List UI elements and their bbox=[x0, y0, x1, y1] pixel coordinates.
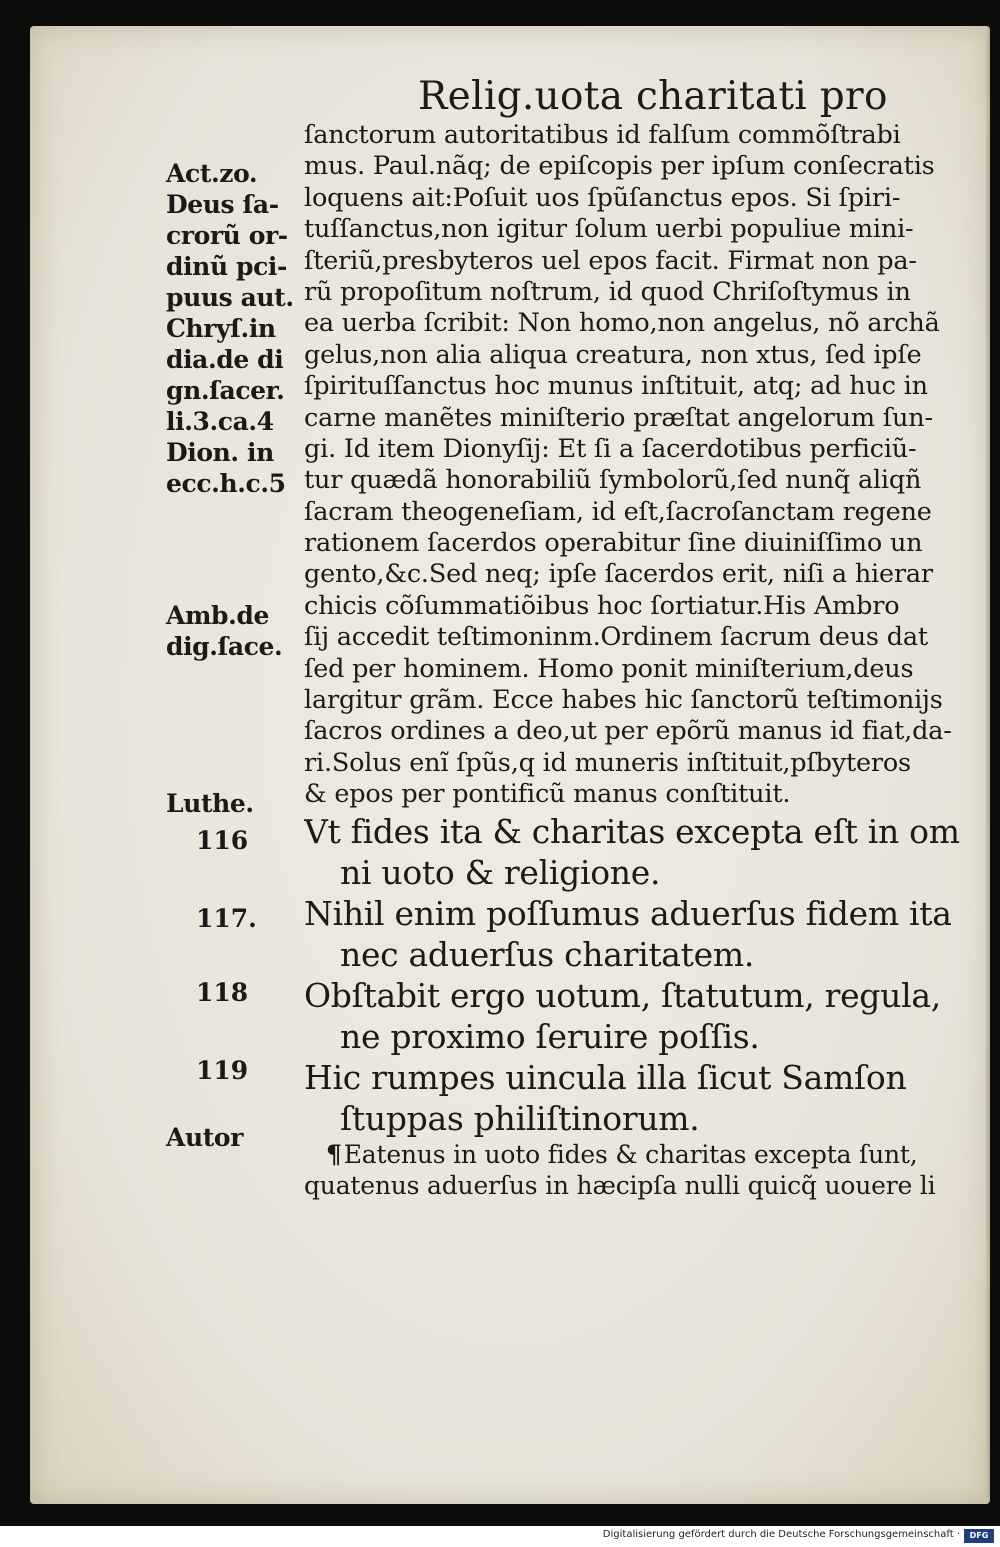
text-line: rationem ſacerdos operabitur ſine diuiniſſimo un bbox=[304, 528, 923, 559]
margin-line: Autor bbox=[166, 1123, 243, 1152]
closing-line: quatenus aduerſus in hæcipſa nulli quicq̃ uouere li bbox=[304, 1170, 936, 1200]
margin-line: li.3.ca.4 bbox=[166, 407, 274, 436]
closing-line bbox=[304, 1139, 966, 1170]
margin-note-ambrose bbox=[166, 600, 296, 662]
dfg-logo: DFG bbox=[964, 1529, 994, 1543]
margin-line: ecc.h.c.5 bbox=[166, 469, 286, 498]
text-line: gento,&c.Sed neq; ipſe ſacerdos erit, niſi a hierar bbox=[304, 559, 933, 590]
text-line: tur quædã honorabiliũ ſymbolorũ,ſed nunq̃ aliqñ bbox=[304, 465, 922, 496]
text-line: mus. Paul.nãq; de epiſcopis per ipſum conſecratis bbox=[304, 151, 935, 182]
thesis-line: Vt fides ita & charitas excepta eſt in om bbox=[304, 811, 960, 851]
thesis-number: 116 bbox=[196, 826, 249, 855]
page-edge bbox=[986, 26, 990, 1504]
thesis-number: 117. bbox=[196, 904, 257, 933]
running-head: Relig.uota charitati pro bbox=[418, 74, 888, 119]
text-line: chicis cõſummatiõibus hoc ſortiatur.His Ambro bbox=[304, 590, 900, 621]
text-line: ſteriũ,presbyteros uel epos facit. Firmat non pa- bbox=[304, 245, 917, 276]
text-line: tuſſanctus,non igitur ſolum uerbi populiue mini- bbox=[304, 214, 914, 245]
funding-note: Digitalisierung gefördert durch die Deutsche Forschungsgemeinschaft · bbox=[602, 1529, 960, 1540]
margin-line: Amb.de bbox=[166, 601, 270, 630]
pilcrow-icon: ¶ bbox=[326, 1139, 342, 1169]
closing-paragraph bbox=[304, 1139, 966, 1201]
margin-line: Dion. in bbox=[166, 438, 274, 467]
text-line: ſij accedit teſtimoninm.Ordinem ſacrum deus dat bbox=[304, 622, 928, 653]
main-text-block bbox=[304, 120, 966, 1201]
text-line: ſanctorum autoritatibus id falſum commõſtrabi bbox=[304, 120, 901, 150]
margin-note-luther bbox=[166, 788, 296, 819]
margin-line: dig.ſace. bbox=[166, 632, 283, 661]
thesis-line: Obſtabit ergo uotum, ſtatutum, regula, bbox=[304, 975, 941, 1015]
thesis-number: 118 bbox=[196, 978, 249, 1007]
text-line: & epos per pontificũ manus conſtituit. bbox=[304, 779, 791, 810]
thesis-line: ſtuppas philiſtinorum. bbox=[340, 1098, 700, 1138]
text-line: gelus,non alia aliqua creatura, non xtus, ſed ipſe bbox=[304, 339, 922, 370]
text-line: ſpirituſſanctus hoc munus inſtituit, atq; ad huc in bbox=[304, 371, 928, 402]
margin-line: crorũ or- bbox=[166, 221, 288, 250]
thesis-line: nec aduerſus charitatem. bbox=[340, 934, 755, 974]
margin-line: dinũ pci- bbox=[166, 252, 288, 281]
thesis-line: Nihil enim poſſumus aduerſus fidem ita bbox=[304, 893, 952, 933]
text-line: gi. Id item Dionyſij: Et ſi a ſacerdotibus perficiũ- bbox=[304, 433, 917, 464]
thesis-number: 119 bbox=[196, 1056, 249, 1085]
text-line: ſed per hominem. Homo ponit miniſterium,deus bbox=[304, 653, 914, 684]
text-line: ſacram theogeneſiam, id eſt,ſacroſanctam regene bbox=[304, 496, 932, 527]
margin-line: dia.de di bbox=[166, 345, 284, 374]
thesis-117 bbox=[304, 893, 966, 975]
thesis-119 bbox=[304, 1057, 966, 1139]
margin-line: Deus ſa- bbox=[166, 190, 279, 219]
margin-line: Act.zo. bbox=[166, 159, 258, 188]
margin-note-acts bbox=[166, 158, 296, 499]
text-line: ea uerba ſcribit: Non homo,non angelus, nõ archã bbox=[304, 308, 940, 339]
thesis-line: ne proximo ſeruire poſſis. bbox=[340, 1016, 760, 1056]
book-page bbox=[30, 26, 990, 1504]
thesis-line: Hic rumpes uincula illa ſicut Samſon bbox=[304, 1057, 907, 1097]
margin-line: Luthe. bbox=[166, 789, 254, 818]
margin-line: gn.ſacer. bbox=[166, 376, 285, 405]
thesis-116 bbox=[304, 811, 966, 893]
thesis-line: ni uoto & religione. bbox=[340, 852, 661, 892]
text-line: loquens ait:Poſuit uos ſpũſanctus epos. Si ſpiri- bbox=[304, 182, 901, 213]
footer-bar bbox=[0, 1526, 1000, 1547]
text-line: ri.Solus enĩ ſpũs,q id muneris inſtituit,pſbyteros bbox=[304, 747, 911, 778]
thesis-118 bbox=[304, 975, 966, 1057]
margin-line: puus aut. bbox=[166, 283, 294, 312]
text-line: largitur grãm. Ecce habes hic ſanctorũ teſtimonijs bbox=[304, 685, 943, 716]
margin-line: Chryſ.in bbox=[166, 314, 276, 343]
text-line: carne manẽtes miniſterio præſtat angelorum ſun- bbox=[304, 402, 933, 433]
margin-note-autor bbox=[166, 1122, 296, 1153]
closing-text: Eatenus in uoto fides & charitas excepta ſunt, bbox=[343, 1139, 918, 1169]
text-line: ſacros ordines a deo,ut per epõrũ manus id fiat,da- bbox=[304, 716, 952, 747]
text-line: rũ propoſitum noſtrum, id quod Chriſoſtymus in bbox=[304, 276, 911, 307]
